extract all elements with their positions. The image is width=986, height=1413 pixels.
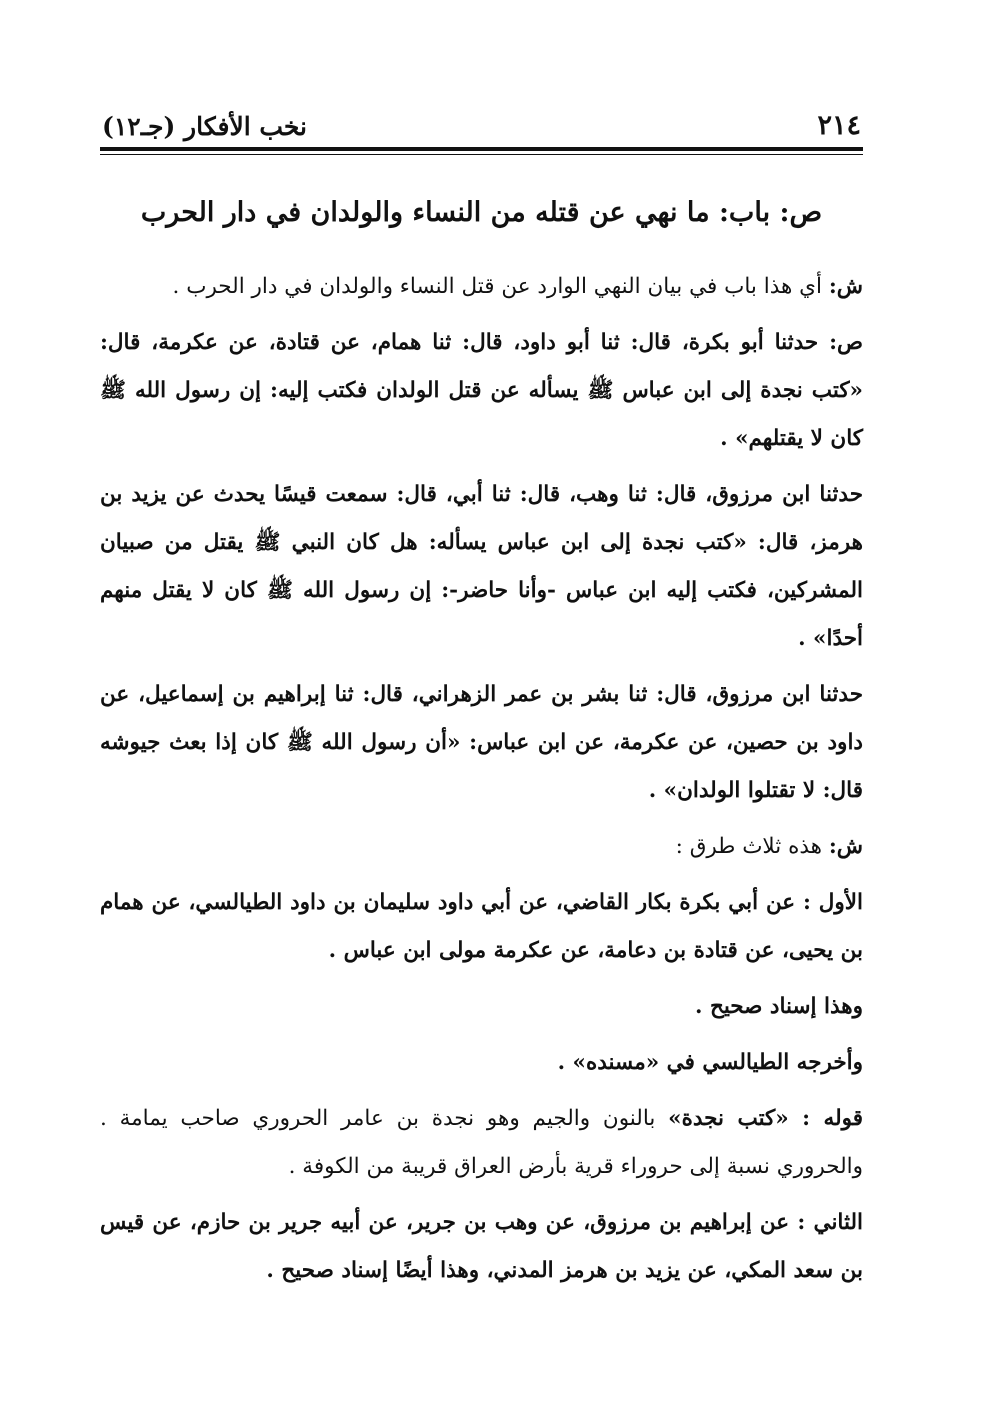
- paragraph: [100, 1199, 863, 1295]
- paragraph-text: هذه ثلاث طرق :: [675, 834, 829, 859]
- chapter-heading: ص: باب: ما نهي عن قتله من النساء والولدان في دار الحرب: [140, 197, 823, 228]
- paragraph-text: بالنون والجيم وهو نجدة بن عامر الحروري صاحب يمامة . والحروري نسبة إلى حروراء قرية بأرض العراق قريبة من الكوفة .: [100, 1106, 863, 1179]
- paragraph-lead: ش:: [828, 834, 863, 859]
- paragraph-lead: قوله : «كتب نجدة»: [668, 1106, 864, 1131]
- paragraph-lead: الثاني :: [797, 1210, 863, 1235]
- paragraph-text: أي هذا باب في بيان النهي الوارد عن قتل النساء والولدان في دار الحرب .: [172, 274, 829, 299]
- paragraph: [100, 319, 863, 463]
- paragraph-lead: الأول :: [802, 890, 863, 915]
- paragraph: [100, 983, 863, 1031]
- header-rule-thin: [100, 154, 863, 155]
- paragraph-text: حدثنا ابن مرزوق، قال: ثنا وهب، قال: ثنا أبي، قال: سمعت قيسًا يحدث عن يزيد بن هرمز، قال: «كتب نجدة إلى ابن عباس يسأله: هل كان النبي ﷺ يقتل من صبيان المشركين، فكتب إليه ابن عباس -وأنا حاضر-: إن رسول الله ﷺ كان لا يقتل منهم أحدًا» .: [100, 482, 863, 651]
- paragraph: [100, 1095, 863, 1191]
- book-title: نخب الأفكار (جـ١٢): [102, 112, 308, 141]
- paragraph: [100, 471, 863, 663]
- paragraph-text: عن إبراهيم بن مرزوق، عن وهب بن جرير، عن أبيه جرير بن حازم، عن قيس بن سعد المكي، عن يزيد بن هرمز المدني، وهذا أيضًا إسناد صحيح .: [100, 1210, 863, 1283]
- paragraph: [100, 823, 863, 871]
- page-number: ٢١٤: [817, 110, 861, 141]
- paragraph-text: حدثنا ابن مرزوق، قال: ثنا بشر بن عمر الزهراني، قال: ثنا إبراهيم بن إسماعيل، عن داود بن حصين، عن عكرمة، عن ابن عباس: «أن رسول الله ﷺ كان إذا بعث جيوشه قال: لا تقتلوا الولدان» .: [100, 682, 863, 803]
- paragraph: [100, 1039, 863, 1087]
- paragraph: [100, 671, 863, 815]
- paragraph: [100, 879, 863, 975]
- header-rule-thick: [100, 147, 863, 151]
- paragraph-lead: ش:: [828, 274, 863, 299]
- paragraph-text: وهذا إسناد صحيح .: [694, 994, 863, 1019]
- paragraph-text: عن أبي بكرة بكار القاضي، عن أبي داود سليمان بن داود الطيالسي، عن همام بن يحيى، عن قتادة بن دعامة، عن عكرمة مولى ابن عباس .: [100, 890, 863, 963]
- paragraph-lead: ص:: [829, 330, 863, 355]
- paragraph-text: حدثنا أبو بكرة، قال: ثنا أبو داود، قال: ثنا همام، عن قتادة، عن عكرمة، قال: «كتب نجدة إلى ابن عباس ﷺ يسأله عن قتل الولدان فكتب إليه: إن رسول الله ﷺ كان لا يقتلهم» .: [100, 330, 863, 451]
- running-header: [100, 105, 863, 141]
- paragraph: [100, 263, 863, 311]
- paragraph-text: وأخرجه الطيالسي في «مسنده» .: [557, 1050, 863, 1075]
